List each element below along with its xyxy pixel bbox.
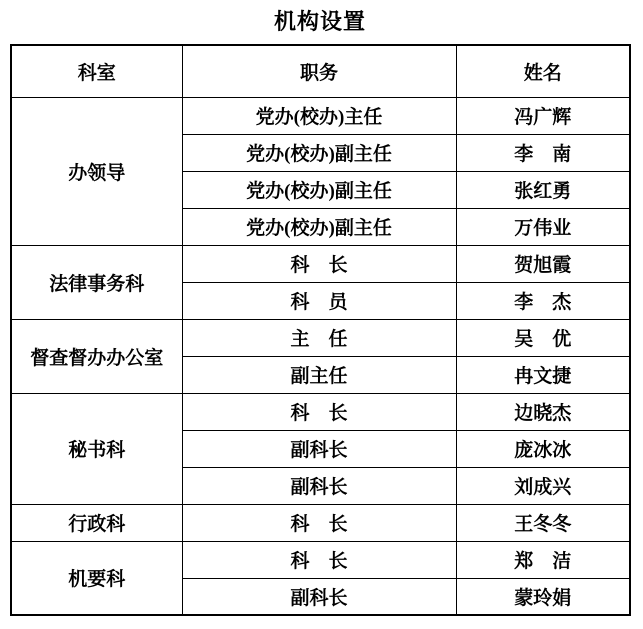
table-body <box>11 97 630 615</box>
name-cell: 刘成兴 <box>456 467 630 504</box>
position-cell: 科 长 <box>182 504 456 541</box>
position-cell: 科 长 <box>182 245 456 282</box>
name-cell: 蒙玲娟 <box>456 578 630 615</box>
position-cell: 党办(校办)副主任 <box>182 171 456 208</box>
name-cell: 吴 优 <box>456 319 630 356</box>
page-title: 机构设置 <box>273 9 366 34</box>
table-row <box>11 393 630 430</box>
position-cell: 副科长 <box>182 467 456 504</box>
name-cell: 冉文捷 <box>456 356 630 393</box>
name-cell: 李 杰 <box>456 282 630 319</box>
position-cell: 党办(校办)副主任 <box>182 208 456 245</box>
name-cell: 边晓杰 <box>456 393 630 430</box>
department-cell: 办领导 <box>11 97 182 245</box>
table-row <box>11 504 630 541</box>
department-cell: 督查督办办公室 <box>11 319 182 393</box>
table-row <box>11 97 630 134</box>
col-header-department: 科室 <box>11 45 182 97</box>
table-row <box>11 245 630 282</box>
name-cell: 冯广辉 <box>456 97 630 134</box>
table-row <box>11 319 630 356</box>
col-header-position: 职务 <box>182 45 456 97</box>
position-cell: 科 长 <box>182 393 456 430</box>
table-header-row <box>11 45 630 97</box>
name-cell: 贺旭霞 <box>456 245 630 282</box>
name-cell: 张红勇 <box>456 171 630 208</box>
name-cell: 王冬冬 <box>456 504 630 541</box>
position-cell: 党办(校办)副主任 <box>182 134 456 171</box>
department-cell: 法律事务科 <box>11 245 182 319</box>
department-cell: 秘书科 <box>11 393 182 504</box>
name-cell: 郑 洁 <box>456 541 630 578</box>
position-cell: 科 员 <box>182 282 456 319</box>
col-header-name: 姓名 <box>456 45 630 97</box>
department-cell: 行政科 <box>11 504 182 541</box>
position-cell: 副主任 <box>182 356 456 393</box>
name-cell: 李 南 <box>456 134 630 171</box>
name-cell: 万伟业 <box>456 208 630 245</box>
position-cell: 主 任 <box>182 319 456 356</box>
position-cell: 副科长 <box>182 578 456 615</box>
org-structure-table <box>10 44 631 616</box>
department-cell: 机要科 <box>11 541 182 615</box>
position-cell: 科 长 <box>182 541 456 578</box>
name-cell: 庞冰冰 <box>456 430 630 467</box>
position-cell: 党办(校办)主任 <box>182 97 456 134</box>
table-row <box>11 541 630 578</box>
position-cell: 副科长 <box>182 430 456 467</box>
